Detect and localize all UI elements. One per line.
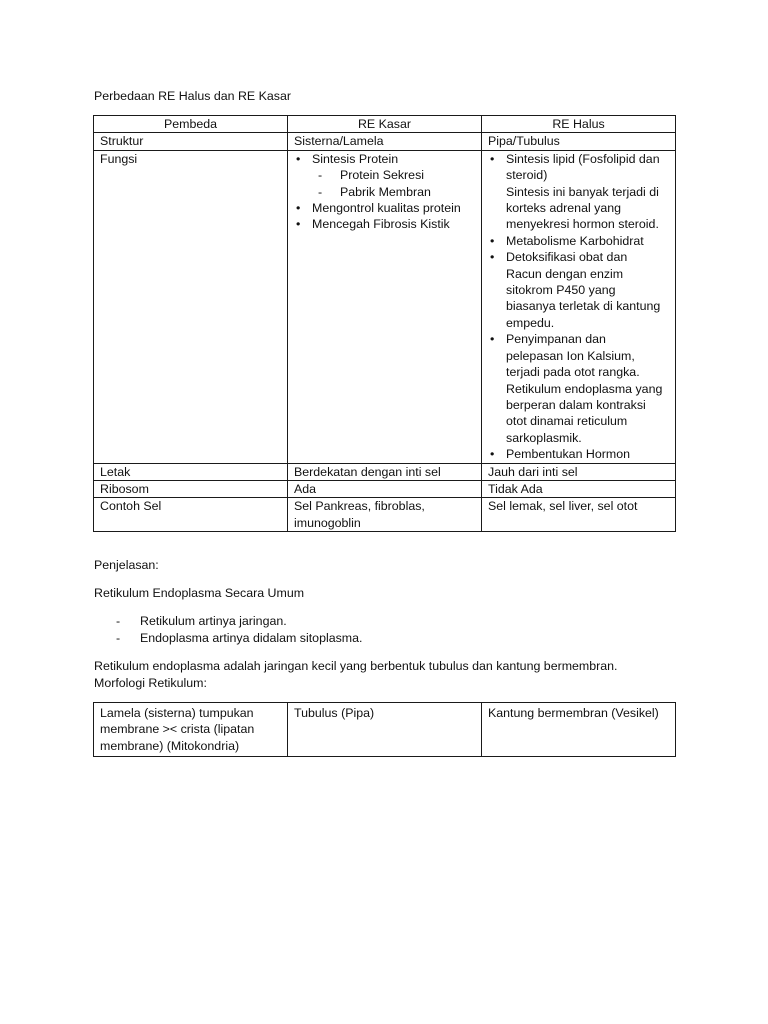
list-item-continuation: pelepasan Ion Kalsium, bbox=[506, 348, 635, 363]
row-label-contoh-sel: Contoh Sel bbox=[94, 498, 288, 532]
row-label-ribosom: Ribosom bbox=[94, 480, 288, 497]
list-item-continuation: sarkoplasmik. bbox=[506, 430, 582, 445]
list-item: • Metabolisme Karbohidrat bbox=[488, 233, 669, 249]
table-row bbox=[94, 703, 676, 757]
list-item-continuation: terjadi pada otot rangka. bbox=[506, 365, 640, 380]
list-item: • Detoksifikasi obat dan bbox=[488, 249, 669, 265]
list-item: - Pabrik Membran bbox=[294, 184, 475, 200]
comparison-table bbox=[93, 115, 676, 532]
cell-halus-struktur: Pipa/Tubulus bbox=[482, 133, 676, 150]
cell-kasar-ribosom: Ada bbox=[288, 480, 482, 497]
cell-halus-fungsi bbox=[482, 150, 676, 463]
cell-kasar-letak: Berdekatan dengan inti sel bbox=[288, 463, 482, 480]
list-item-text: Retikulum artinya jaringan. bbox=[140, 614, 287, 628]
cell-halus-ribosom: Tidak Ada bbox=[482, 480, 676, 497]
table-row bbox=[94, 133, 676, 150]
cell-lamela bbox=[94, 703, 288, 757]
header-pembeda: Pembeda bbox=[94, 116, 288, 133]
cell-kantung: Kantung bermembran (Vesikel) bbox=[482, 703, 676, 757]
cell-text-line: Sel Pankreas, fibroblas, bbox=[294, 499, 425, 514]
cell-text-line: membrane) (Mitokondria) bbox=[100, 738, 240, 753]
row-label-struktur: Struktur bbox=[94, 133, 288, 150]
list-item: • Sintesis Protein bbox=[294, 151, 475, 167]
cell-text-line: imunogoblin bbox=[294, 515, 361, 530]
list-item-continuation: empedu. bbox=[506, 315, 555, 330]
cell-tubulus: Tubulus (Pipa) bbox=[288, 703, 482, 757]
list-item-continuation: berperan dalam kontraksi bbox=[506, 397, 646, 412]
paragraph-label: Morfologi Retikulum: bbox=[94, 676, 207, 690]
cell-halus-contoh-sel: Sel lemak, sel liver, sel otot bbox=[482, 498, 676, 532]
list-item-continuation: Sintesis ini banyak terjadi di bbox=[506, 184, 659, 199]
header-re-kasar: RE Kasar bbox=[288, 116, 482, 133]
cell-kasar-struktur: Sisterna/Lamela bbox=[288, 133, 482, 150]
list-item-continuation: biasanya terletak di kantung bbox=[506, 299, 661, 314]
row-label-letak: Letak bbox=[94, 463, 288, 480]
page-title: Perbedaan RE Halus dan RE Kasar bbox=[94, 89, 291, 103]
header-row bbox=[94, 116, 676, 133]
cell-halus-letak: Jauh dari inti sel bbox=[482, 463, 676, 480]
list-item-continuation: sitokrom P450 yang bbox=[506, 283, 616, 298]
paragraph: Retikulum endoplasma adalah jaringan kecil yang berbentuk tubulus dan kantung bermembran. bbox=[94, 659, 618, 673]
section-heading: Retikulum Endoplasma Secara Umum bbox=[94, 586, 305, 600]
list-item: • Mencegah Fibrosis Kistik bbox=[294, 216, 475, 232]
cell-kasar-contoh-sel bbox=[288, 498, 482, 532]
dash-marker: - bbox=[116, 614, 121, 628]
row-label-fungsi: Fungsi bbox=[94, 150, 288, 463]
list-item: • Sintesis lipid (Fosfolipid dan bbox=[488, 151, 669, 167]
list-item: - Protein Sekresi bbox=[294, 167, 475, 183]
list-item-continuation: korteks adrenal yang bbox=[506, 201, 622, 216]
list-item-continuation: steroid) bbox=[506, 168, 548, 183]
section-label-penjelasan: Penjelasan: bbox=[94, 558, 159, 572]
list-item-continuation: otot dinamai reticulum bbox=[506, 414, 628, 429]
dash-marker: - bbox=[116, 631, 121, 645]
cell-text-line: membrane >< crista (lipatan bbox=[100, 722, 255, 737]
morfologi-table bbox=[93, 702, 676, 757]
list-item-text: Endoplasma artinya didalam sitoplasma. bbox=[140, 631, 363, 645]
list-item: • Mengontrol kualitas protein bbox=[294, 200, 475, 216]
list-item-continuation: menyekresi hormon steroid. bbox=[506, 217, 659, 232]
list-item-continuation: Racun dengan enzim bbox=[506, 266, 624, 281]
table-row bbox=[94, 480, 676, 497]
table-row bbox=[94, 463, 676, 480]
list-item: • Pembentukan Hormon bbox=[488, 446, 669, 462]
cell-text-line: Lamela (sisterna) tumpukan bbox=[100, 706, 254, 720]
table-row bbox=[94, 498, 676, 532]
list-item-continuation: Retikulum endoplasma yang bbox=[506, 381, 663, 396]
list-item: • Penyimpanan dan bbox=[488, 331, 669, 347]
table-row bbox=[94, 150, 676, 463]
header-re-halus: RE Halus bbox=[482, 116, 676, 133]
cell-kasar-fungsi bbox=[288, 150, 482, 463]
